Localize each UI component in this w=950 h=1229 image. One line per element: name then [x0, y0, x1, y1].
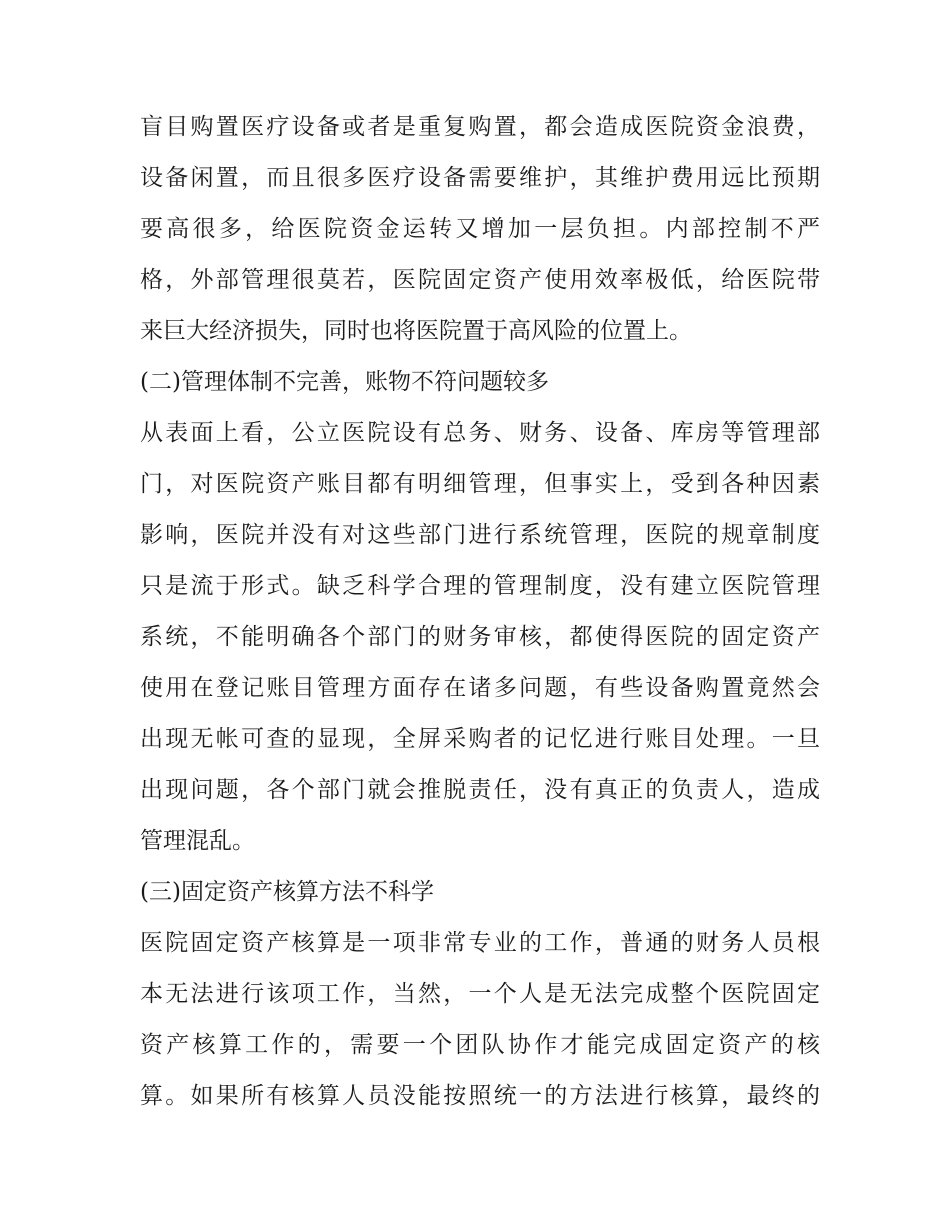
text-line: 算。如果所有核算人员没能按照统一的方法进行核算，最终的 [140, 1083, 820, 1109]
text-line: 系统，不能明确各个部门的财务审核，都使得医院的固定资产 [140, 624, 820, 650]
text-line: 设备闲置，而且很多医疗设备需要维护，其维护费用远比预期 [140, 165, 820, 191]
text-line: 格，外部管理很莫若，医院固定资产使用效率极低，给医院带 [140, 267, 820, 293]
text-line: 要高很多，给医院资金运转又增加一层负担。内部控制不严 [140, 216, 820, 242]
text-line: 使用在登记账目管理方面存在诸多问题，有些设备购置竟然会 [140, 675, 820, 701]
text-line: 盲目购置医疗设备或者是重复购置，都会造成医院资金浪费， [140, 114, 820, 140]
text-line: 出现问题，各个部门就会推脱责任，没有真正的负责人，造成 [140, 777, 820, 803]
text-line: 门，对医院资产账目都有明细管理，但事实上，受到各种因素 [140, 471, 820, 497]
text-line: 影响，医院并没有对这些部门进行系统管理，医院的规章制度 [140, 522, 820, 548]
section-heading: (三)固定资产核算方法不科学 [140, 879, 434, 905]
text-line: 医院固定资产核算是一项非常专业的工作，普通的财务人员根 [140, 930, 820, 956]
text-line: 出现无帐可查的显现，全屏采购者的记忆进行账目处理。一旦 [140, 726, 820, 752]
text-line: 管理混乱。 [140, 828, 255, 854]
text-line: 资产核算工作的，需要一个团队协作才能完成固定资产的核 [140, 1032, 820, 1058]
text-line: 来巨大经济损失，同时也将医院置于高风险的位置上。 [140, 318, 692, 344]
text-line: 从表面上看，公立医院设有总务、财务、设备、库房等管理部 [140, 420, 820, 446]
text-line: 本无法进行该项工作，当然，一个人是无法完成整个医院固定 [140, 981, 820, 1007]
text-line: 只是流于形式。缺乏科学合理的管理制度，没有建立医院管理 [140, 573, 820, 599]
section-heading: (二)管理体制不完善，账物不符问题较多 [140, 369, 549, 395]
